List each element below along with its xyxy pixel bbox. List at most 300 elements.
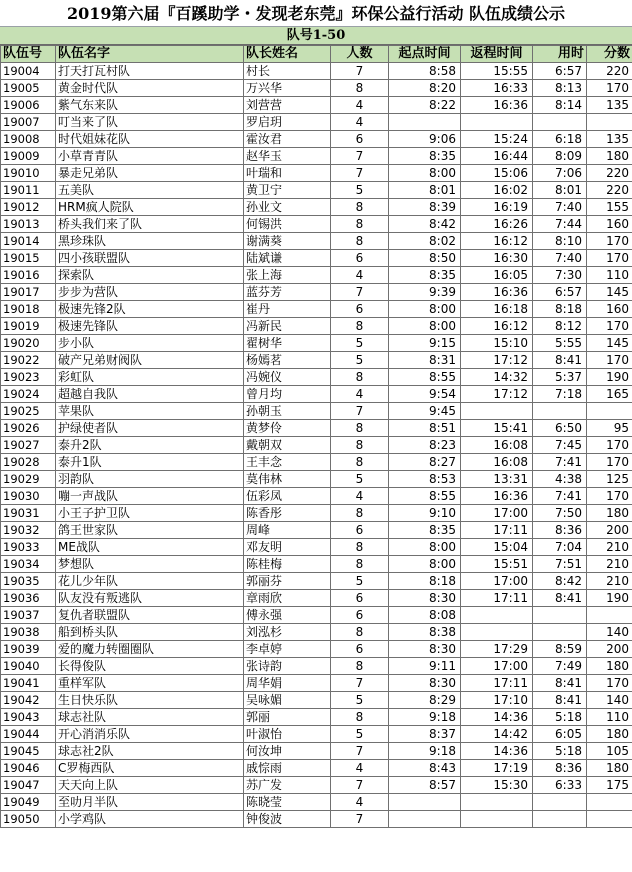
members-cell: 6: [331, 131, 389, 148]
duration-cell: 7:04: [533, 539, 587, 556]
team-id-cell: 19022: [1, 352, 56, 369]
team-id-cell: 19017: [1, 284, 56, 301]
start-time-cell: 8:57: [389, 777, 461, 794]
return-time-cell: 16:08: [461, 437, 533, 454]
team-id-cell: 19019: [1, 318, 56, 335]
duration-cell: 7:45: [533, 437, 587, 454]
start-time-cell: 9:45: [389, 403, 461, 420]
start-time-cell: 9:54: [389, 386, 461, 403]
members-cell: 8: [331, 454, 389, 471]
return-time-cell: 16:36: [461, 488, 533, 505]
score-cell: 210: [587, 539, 632, 556]
start-time-cell: 8:55: [389, 369, 461, 386]
start-time-cell: 9:10: [389, 505, 461, 522]
leader-cell: 曾月均: [244, 386, 331, 403]
start-time-cell: 8:08: [389, 607, 461, 624]
score-cell: 110: [587, 709, 632, 726]
return-time-cell: 14:36: [461, 709, 533, 726]
score-cell: 180: [587, 148, 632, 165]
team-name-cell: ME战队: [56, 539, 244, 556]
duration-cell: [533, 794, 587, 811]
score-cell: [587, 811, 632, 828]
start-time-cell: 8:30: [389, 675, 461, 692]
members-cell: 7: [331, 165, 389, 182]
duration-cell: 8:09: [533, 148, 587, 165]
duration-cell: 8:18: [533, 301, 587, 318]
score-cell: 170: [587, 250, 632, 267]
start-time-cell: 8:00: [389, 165, 461, 182]
team-name-cell: 泰升1队: [56, 454, 244, 471]
team-id-cell: 19043: [1, 709, 56, 726]
members-cell: 7: [331, 743, 389, 760]
table-row: [1, 641, 632, 658]
team-id-cell: 19004: [1, 63, 56, 80]
table-row: [1, 539, 632, 556]
team-name-cell: 四小孩联盟队: [56, 250, 244, 267]
return-time-cell: 17:12: [461, 386, 533, 403]
start-time-cell: 8:30: [389, 590, 461, 607]
return-time-cell: 16:18: [461, 301, 533, 318]
table-row: [1, 420, 632, 437]
table-row: [1, 692, 632, 709]
start-time-cell: 8:00: [389, 556, 461, 573]
score-cell: 170: [587, 454, 632, 471]
members-cell: 7: [331, 811, 389, 828]
start-time-cell: 8:18: [389, 573, 461, 590]
members-cell: 7: [331, 284, 389, 301]
duration-cell: 7:40: [533, 250, 587, 267]
table-row: [1, 590, 632, 607]
return-time-cell: [461, 403, 533, 420]
return-time-cell: 17:12: [461, 352, 533, 369]
members-cell: 8: [331, 80, 389, 97]
score-cell: [587, 794, 632, 811]
score-cell: 210: [587, 573, 632, 590]
members-cell: 7: [331, 675, 389, 692]
return-time-cell: [461, 794, 533, 811]
leader-cell: 孙朝玉: [244, 403, 331, 420]
start-time-cell: 8:22: [389, 97, 461, 114]
duration-cell: 4:38: [533, 471, 587, 488]
start-time-cell: 8:55: [389, 488, 461, 505]
leader-cell: 王丰念: [244, 454, 331, 471]
score-cell: 170: [587, 675, 632, 692]
team-name-cell: 生日快乐队: [56, 692, 244, 709]
score-cell: 170: [587, 488, 632, 505]
team-id-cell: 19045: [1, 743, 56, 760]
leader-cell: 霍汝君: [244, 131, 331, 148]
start-time-cell: 8:58: [389, 63, 461, 80]
leader-cell: 周峰: [244, 522, 331, 539]
return-time-cell: 15:55: [461, 63, 533, 80]
table-header-row: [1, 46, 632, 63]
table-row: [1, 114, 632, 131]
team-id-cell: 19044: [1, 726, 56, 743]
leader-cell: 张诗韵: [244, 658, 331, 675]
duration-cell: 8:41: [533, 675, 587, 692]
team-id-cell: 19038: [1, 624, 56, 641]
score-cell: 190: [587, 590, 632, 607]
members-cell: 4: [331, 114, 389, 131]
duration-cell: 8:14: [533, 97, 587, 114]
score-cell: 200: [587, 522, 632, 539]
table-row: [1, 777, 632, 794]
duration-cell: [533, 607, 587, 624]
leader-cell: 冯婉仪: [244, 369, 331, 386]
leader-cell: 伍彩凤: [244, 488, 331, 505]
duration-cell: 8:41: [533, 590, 587, 607]
table-row: [1, 182, 632, 199]
start-time-cell: 8:00: [389, 539, 461, 556]
start-time-cell: 9:11: [389, 658, 461, 675]
start-time-cell: 9:15: [389, 335, 461, 352]
duration-cell: 6:18: [533, 131, 587, 148]
duration-cell: 8:42: [533, 573, 587, 590]
members-cell: 4: [331, 267, 389, 284]
members-cell: 4: [331, 760, 389, 777]
leader-cell: 崔丹: [244, 301, 331, 318]
team-id-cell: 19011: [1, 182, 56, 199]
duration-cell: 8:12: [533, 318, 587, 335]
table-row: [1, 165, 632, 182]
start-time-cell: 8:37: [389, 726, 461, 743]
start-time-cell: 8:35: [389, 522, 461, 539]
team-id-cell: 19006: [1, 97, 56, 114]
score-cell: 110: [587, 267, 632, 284]
return-time-cell: 14:36: [461, 743, 533, 760]
table-row: [1, 318, 632, 335]
return-time-cell: 17:00: [461, 505, 533, 522]
members-cell: 5: [331, 692, 389, 709]
duration-cell: 8:36: [533, 522, 587, 539]
team-id-cell: 19046: [1, 760, 56, 777]
table-row: [1, 352, 632, 369]
return-time-cell: 16:02: [461, 182, 533, 199]
table-row: [1, 403, 632, 420]
members-cell: 4: [331, 386, 389, 403]
start-time-cell: 8:51: [389, 420, 461, 437]
team-name-cell: 小草青青队: [56, 148, 244, 165]
start-time-cell: 8:38: [389, 624, 461, 641]
page-title: 2019第六届『百蹊助学・发现老东莞』环保公益行活动 队伍成绩公示: [0, 0, 632, 27]
return-time-cell: [461, 624, 533, 641]
team-name-cell: 梦想队: [56, 556, 244, 573]
score-cell: 170: [587, 318, 632, 335]
duration-cell: 6:05: [533, 726, 587, 743]
duration-cell: 6:50: [533, 420, 587, 437]
start-time-cell: 8:30: [389, 641, 461, 658]
leader-cell: 孙业文: [244, 199, 331, 216]
team-name-cell: 球志社队: [56, 709, 244, 726]
members-cell: 8: [331, 437, 389, 454]
start-time-cell: 9:18: [389, 743, 461, 760]
score-cell: 220: [587, 165, 632, 182]
duration-cell: 5:18: [533, 743, 587, 760]
members-cell: 8: [331, 624, 389, 641]
team-name-cell: 黄金时代队: [56, 80, 244, 97]
leader-cell: 郭丽芬: [244, 573, 331, 590]
members-cell: 7: [331, 63, 389, 80]
duration-cell: 7:06: [533, 165, 587, 182]
team-id-cell: 19049: [1, 794, 56, 811]
team-name-cell: 超越自我队: [56, 386, 244, 403]
return-time-cell: 16:19: [461, 199, 533, 216]
start-time-cell: 9:39: [389, 284, 461, 301]
leader-cell: 傅永强: [244, 607, 331, 624]
team-name-cell: 探索队: [56, 267, 244, 284]
start-time-cell: [389, 811, 461, 828]
members-cell: 6: [331, 641, 389, 658]
team-name-cell: 小学鸡队: [56, 811, 244, 828]
duration-cell: 8:41: [533, 692, 587, 709]
team-name-cell: 紫气东来队: [56, 97, 244, 114]
return-time-cell: 16:44: [461, 148, 533, 165]
table-row: [1, 454, 632, 471]
return-time-cell: 14:32: [461, 369, 533, 386]
leader-cell: 村长: [244, 63, 331, 80]
team-name-cell: 泰升2队: [56, 437, 244, 454]
leader-cell: 郭丽: [244, 709, 331, 726]
duration-cell: 6:33: [533, 777, 587, 794]
table-row: [1, 131, 632, 148]
duration-cell: [533, 811, 587, 828]
team-name-cell: 彩虹队: [56, 369, 244, 386]
score-cell: 180: [587, 658, 632, 675]
table-row: [1, 658, 632, 675]
team-name-cell: 爱的魔力转圈圈队: [56, 641, 244, 658]
start-time-cell: 8:39: [389, 199, 461, 216]
duration-cell: 6:57: [533, 63, 587, 80]
team-name-cell: 鸽王世家队: [56, 522, 244, 539]
score-cell: 170: [587, 437, 632, 454]
table-row: [1, 233, 632, 250]
team-name-cell: 至叻月半队: [56, 794, 244, 811]
return-time-cell: 15:06: [461, 165, 533, 182]
duration-cell: 6:57: [533, 284, 587, 301]
score-cell: 135: [587, 97, 632, 114]
members-cell: 4: [331, 488, 389, 505]
team-name-cell: 羽韵队: [56, 471, 244, 488]
team-name-cell: 苹果队: [56, 403, 244, 420]
return-time-cell: 15:30: [461, 777, 533, 794]
return-time-cell: 16:05: [461, 267, 533, 284]
return-time-cell: 16:30: [461, 250, 533, 267]
team-id-cell: 19027: [1, 437, 56, 454]
duration-cell: 7:50: [533, 505, 587, 522]
members-cell: 8: [331, 369, 389, 386]
return-time-cell: 16:08: [461, 454, 533, 471]
leader-cell: 陈晓莹: [244, 794, 331, 811]
table-row: [1, 63, 632, 80]
leader-cell: 莫伟林: [244, 471, 331, 488]
column-header-leader: 队长姓名: [244, 46, 331, 63]
start-time-cell: 8:29: [389, 692, 461, 709]
start-time-cell: 8:00: [389, 301, 461, 318]
start-time-cell: 8:31: [389, 352, 461, 369]
table-row: [1, 148, 632, 165]
leader-cell: 吴咏媚: [244, 692, 331, 709]
leader-cell: 何汝坤: [244, 743, 331, 760]
return-time-cell: 13:31: [461, 471, 533, 488]
leader-cell: 陈香彤: [244, 505, 331, 522]
leader-cell: 章雨欣: [244, 590, 331, 607]
return-time-cell: [461, 811, 533, 828]
return-time-cell: 16:36: [461, 97, 533, 114]
team-id-cell: 19020: [1, 335, 56, 352]
leader-cell: 谢满葵: [244, 233, 331, 250]
score-cell: 135: [587, 131, 632, 148]
duration-cell: 7:49: [533, 658, 587, 675]
table-row: [1, 624, 632, 641]
team-id-cell: 19032: [1, 522, 56, 539]
team-id-cell: 19008: [1, 131, 56, 148]
leader-cell: 张上海: [244, 267, 331, 284]
table-row: [1, 437, 632, 454]
table-row: [1, 573, 632, 590]
team-name-cell: 打天打瓦村队: [56, 63, 244, 80]
team-name-cell: 队友没有叛逃队: [56, 590, 244, 607]
return-time-cell: 17:29: [461, 641, 533, 658]
score-cell: 180: [587, 726, 632, 743]
leader-cell: 赵华玉: [244, 148, 331, 165]
column-header-team-id: 队伍号: [1, 46, 56, 63]
start-time-cell: [389, 794, 461, 811]
score-cell: 165: [587, 386, 632, 403]
members-cell: 5: [331, 182, 389, 199]
members-cell: 8: [331, 233, 389, 250]
table-row: [1, 284, 632, 301]
table-row: [1, 97, 632, 114]
team-id-cell: 19026: [1, 420, 56, 437]
start-time-cell: 8:35: [389, 267, 461, 284]
start-time-cell: 9:06: [389, 131, 461, 148]
members-cell: 5: [331, 471, 389, 488]
start-time-cell: 8:02: [389, 233, 461, 250]
members-cell: 8: [331, 420, 389, 437]
table-row: [1, 216, 632, 233]
column-header-return-time: 返程时间: [461, 46, 533, 63]
table-row: [1, 556, 632, 573]
leader-cell: 戴朝双: [244, 437, 331, 454]
duration-cell: [533, 114, 587, 131]
team-name-cell: 步小队: [56, 335, 244, 352]
score-cell: 125: [587, 471, 632, 488]
team-id-cell: 19013: [1, 216, 56, 233]
duration-cell: 8:10: [533, 233, 587, 250]
start-time-cell: 8:53: [389, 471, 461, 488]
return-time-cell: 17:19: [461, 760, 533, 777]
leader-cell: 刘泓杉: [244, 624, 331, 641]
duration-cell: 7:41: [533, 488, 587, 505]
members-cell: 5: [331, 726, 389, 743]
score-cell: 145: [587, 284, 632, 301]
team-id-cell: 19028: [1, 454, 56, 471]
team-name-cell: 花儿少年队: [56, 573, 244, 590]
return-time-cell: 16:36: [461, 284, 533, 301]
score-cell: [587, 114, 632, 131]
score-cell: 220: [587, 182, 632, 199]
return-time-cell: [461, 607, 533, 624]
team-id-cell: 19039: [1, 641, 56, 658]
column-header-start-time: 起点时间: [389, 46, 461, 63]
members-cell: 6: [331, 250, 389, 267]
team-id-cell: 19015: [1, 250, 56, 267]
table-row: [1, 267, 632, 284]
leader-cell: 万兴华: [244, 80, 331, 97]
table-row: [1, 794, 632, 811]
duration-cell: 5:37: [533, 369, 587, 386]
return-time-cell: 16:12: [461, 233, 533, 250]
duration-cell: 7:44: [533, 216, 587, 233]
team-name-cell: 步步为营队: [56, 284, 244, 301]
team-id-cell: 19014: [1, 233, 56, 250]
leader-cell: 戚悰雨: [244, 760, 331, 777]
start-time-cell: 9:18: [389, 709, 461, 726]
leader-cell: 杨嫣茗: [244, 352, 331, 369]
score-cell: 160: [587, 301, 632, 318]
return-time-cell: 15:51: [461, 556, 533, 573]
team-name-cell: 长得俊队: [56, 658, 244, 675]
table-row: [1, 675, 632, 692]
members-cell: 8: [331, 505, 389, 522]
return-time-cell: 16:12: [461, 318, 533, 335]
team-name-cell: 黑珍珠队: [56, 233, 244, 250]
return-time-cell: 15:10: [461, 335, 533, 352]
duration-cell: 7:18: [533, 386, 587, 403]
table-row: [1, 811, 632, 828]
table-row: [1, 522, 632, 539]
team-name-cell: 破产兄弟财阀队: [56, 352, 244, 369]
score-cell: [587, 403, 632, 420]
team-id-cell: 19050: [1, 811, 56, 828]
duration-cell: 8:41: [533, 352, 587, 369]
team-id-cell: 19047: [1, 777, 56, 794]
team-id-cell: 19033: [1, 539, 56, 556]
team-id-cell: 19009: [1, 148, 56, 165]
score-cell: 190: [587, 369, 632, 386]
start-time-cell: 8:20: [389, 80, 461, 97]
leader-cell: 冯新民: [244, 318, 331, 335]
score-cell: 220: [587, 63, 632, 80]
team-id-cell: 19010: [1, 165, 56, 182]
team-id-cell: 19037: [1, 607, 56, 624]
members-cell: 6: [331, 301, 389, 318]
members-cell: 5: [331, 573, 389, 590]
duration-cell: 8:59: [533, 641, 587, 658]
team-name-cell: 重样军队: [56, 675, 244, 692]
team-id-cell: 19030: [1, 488, 56, 505]
team-id-cell: 19036: [1, 590, 56, 607]
members-cell: 4: [331, 97, 389, 114]
leader-cell: 蓝芬芳: [244, 284, 331, 301]
table-row: [1, 199, 632, 216]
members-cell: 7: [331, 148, 389, 165]
leader-cell: 钟俊波: [244, 811, 331, 828]
table-row: [1, 369, 632, 386]
duration-cell: [533, 624, 587, 641]
team-name-cell: 护绿使者队: [56, 420, 244, 437]
team-name-cell: 复仇者联盟队: [56, 607, 244, 624]
members-cell: 8: [331, 199, 389, 216]
score-cell: 210: [587, 556, 632, 573]
table-row: [1, 471, 632, 488]
members-cell: 4: [331, 794, 389, 811]
duration-cell: 8:01: [533, 182, 587, 199]
return-time-cell: 17:11: [461, 590, 533, 607]
return-time-cell: 15:41: [461, 420, 533, 437]
team-id-cell: 19040: [1, 658, 56, 675]
start-time-cell: 8:00: [389, 318, 461, 335]
